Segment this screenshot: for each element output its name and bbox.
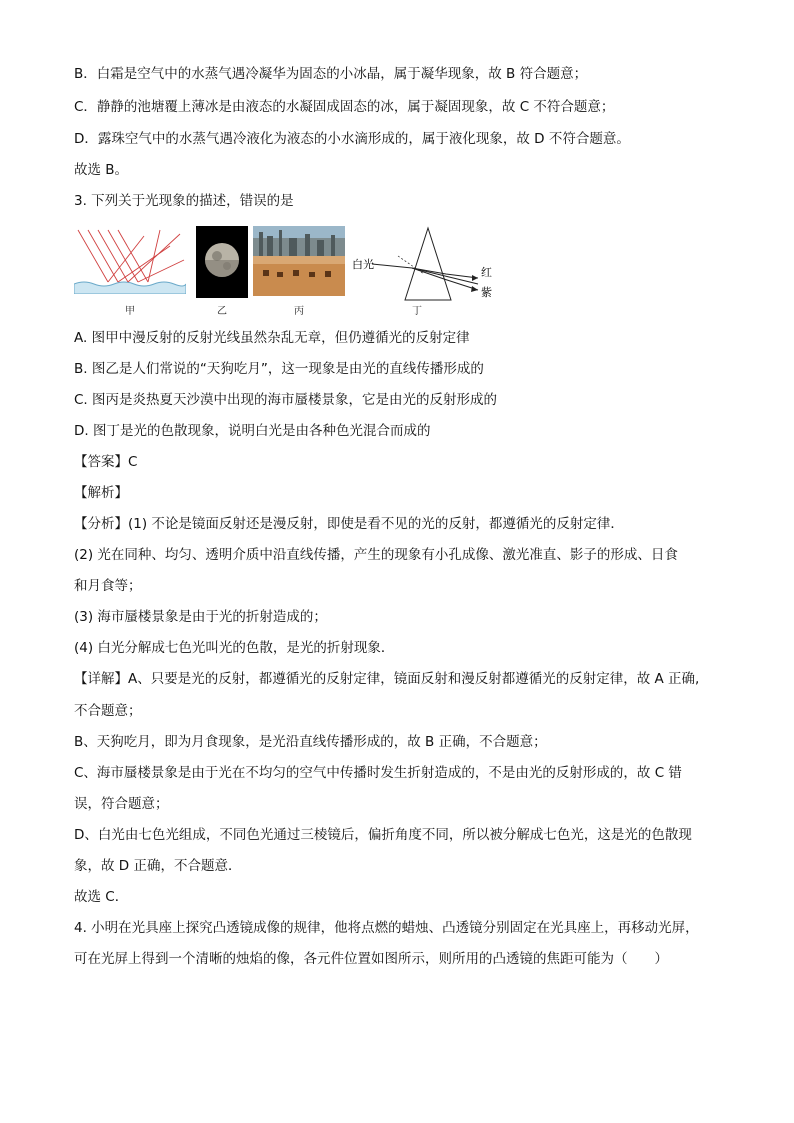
text-line: D．露珠空气中的水蒸气遇冷液化为液态的小水滴形成的，属于液化现象，故 D 不符合题意。 [74,131,630,147]
option-b: B. 图乙是人们常说的“天狗吃月”，这一现象是由光的直线传播形成的 [74,361,484,377]
text-line: B．白霜是空气中的水蒸气遇冷凝华为固态的小冰晶，属于凝华现象，故 B 符合题意； [74,66,588,82]
text-line: (4) 白光分解成七色光叫光的色散，是光的折射现象． [74,640,395,656]
text-line: 和月食等； [74,578,142,594]
text-line: D、白光由七色光组成，不同色光通过三棱镜后，偏折角度不同，所以被分解成七色光，这是光的色散现 [74,827,692,843]
white-light-label: 白光 [352,258,374,271]
question-3-stem: 3. 下列关于光现象的描述，错误的是 [74,193,294,209]
question-4-stem: 可在光屏上得到一个清晰的烛焰的像，各元件位置如图所示，则所用的凸透镜的焦距可能为（ ） [74,951,668,967]
text-line: 【详解】A、只要是光的反射，都遵循光的反射定律，镜面反射和漫反射都遵循光的反射定律，故 A 正确, [74,671,700,687]
text-line: 误，符合题意； [74,796,169,812]
option-d: D. 图丁是光的色散现象，说明白光是由各种色光混合而成的 [74,423,431,439]
text-line: B、天狗吃月，即为月食现象，是光沿直线传播形成的，故 B 正确，不合题意； [74,734,547,750]
text-line: 【分析】(1) 不论是镜面反射还是漫反射，即使是看不见的光的反射，都遵循光的反射定律． [74,516,624,532]
analysis-label: 【解析】 [74,485,128,501]
question-4-stem: 4. 小明在光具座上探究凸透镜成像的规律，他将点燃的蜡烛、凸透镜分别固定在光具座上，再移动光屏， [74,920,699,936]
option-c: C. 图丙是炎热夏天沙漠中出现的海市蜃楼景象，它是由光的反射形成的 [74,392,498,408]
lunar-eclipse-photo [196,226,248,298]
caption-yi: 乙 [217,306,227,317]
text-line: 故选 C． [74,889,129,905]
text-line: C、海市蜃楼景象是由于光在不均匀的空气中传播时发生折射造成的，不是由光的反射形成的，故 C 错 [74,765,682,781]
text-line: 不合题意； [74,703,142,719]
answer-label: 【答案】C [74,454,138,470]
caption-bing: 丙 [294,306,304,317]
prism-dispersion-diagram [350,226,500,304]
mirage-photo [253,226,345,296]
text-line: (3) 海市蜃楼景象是由于光的折射造成的； [74,609,327,625]
violet-light-label: 紫 [481,286,492,299]
text-line: 故选 B。 [74,162,129,178]
caption-ding: 丁 [412,306,422,317]
caption-jia: 甲 [125,306,135,317]
text-line: 象，故 D 正确，不合题意． [74,858,242,874]
diffuse-reflection-figure [74,226,186,294]
red-light-label: 红 [481,266,492,279]
option-a: A. 图甲中漫反射的反射光线虽然杂乱无章，但仍遵循光的反射定律 [74,330,470,346]
text-line: C．静静的池塘覆上薄冰是由液态的水凝固成固态的冰，属于凝固现象，故 C 不符合题意； [74,99,615,115]
text-line: (2) 光在同种、均匀、透明介质中沿直线传播，产生的现象有小孔成像、激光准直、影子的形成、日食 [74,547,678,563]
